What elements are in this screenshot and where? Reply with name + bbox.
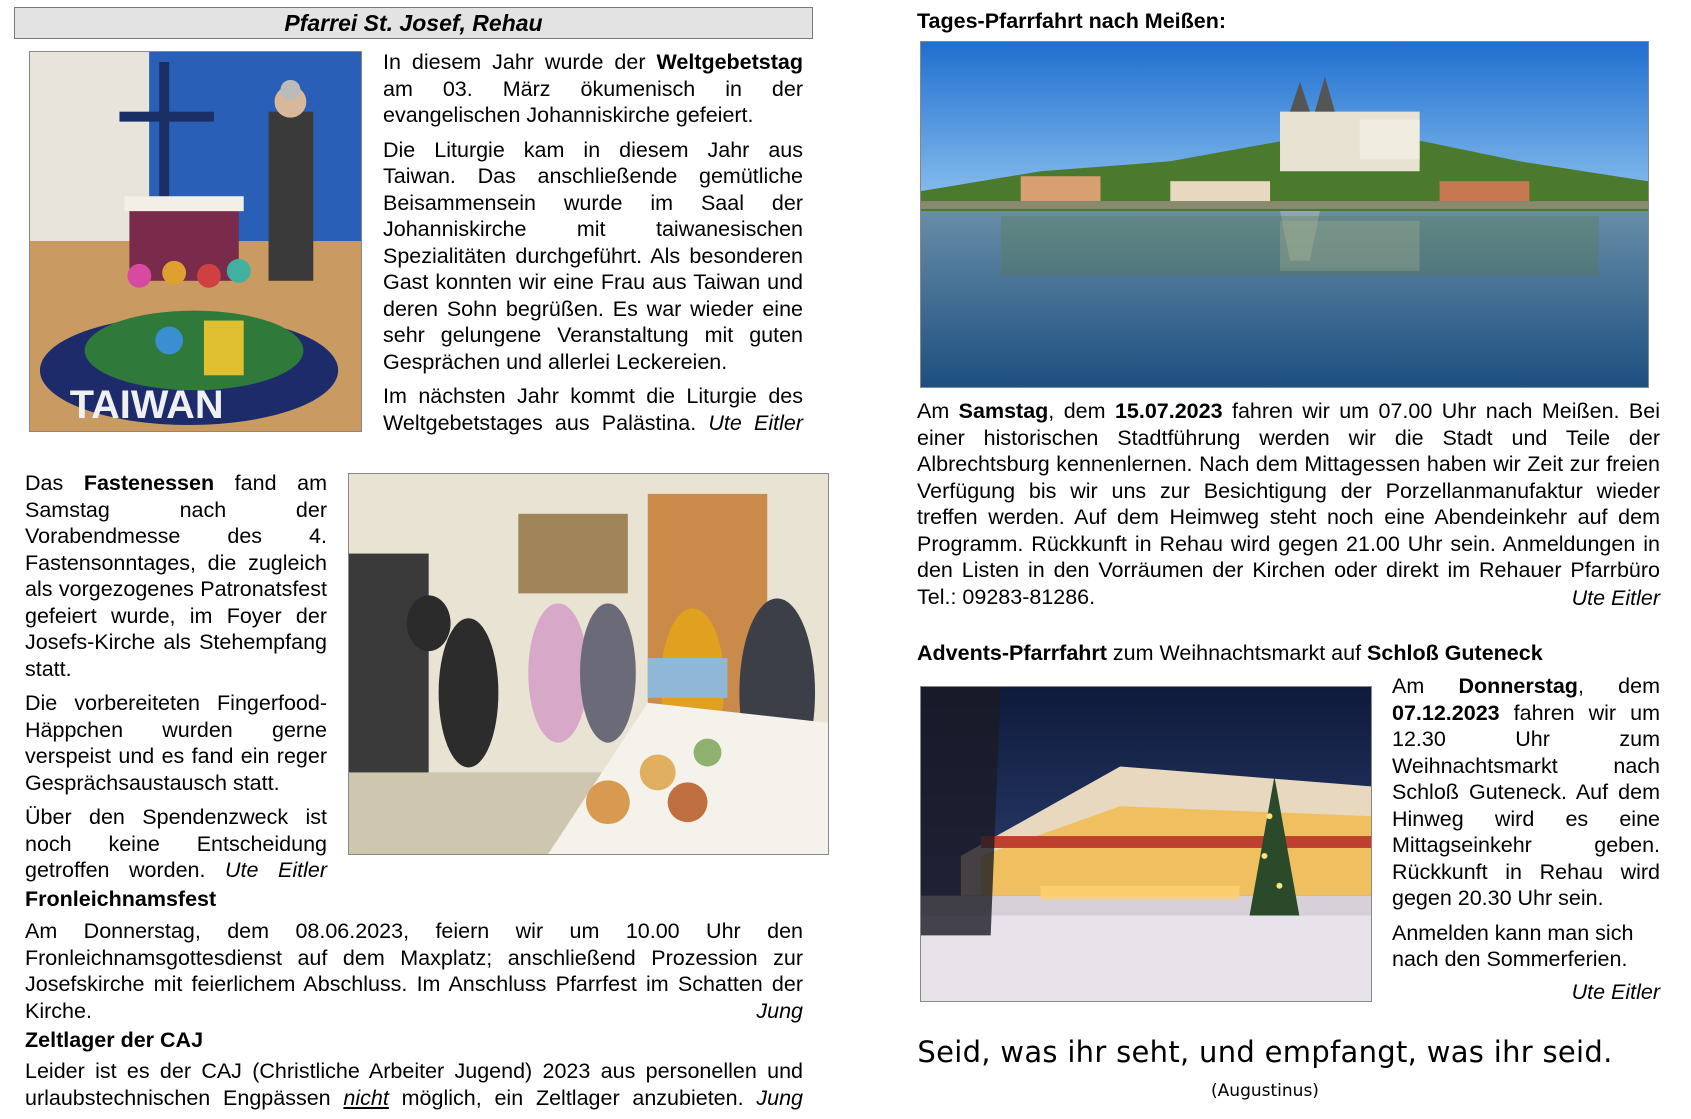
advent-heading [917,640,1543,666]
text: möglich, ein Zeltlager anzubieten. [388,1085,744,1110]
quote-source: (Augustinus) [1211,1081,1319,1101]
author: Jung [756,1085,803,1110]
guteneck-photo [920,686,1372,1002]
weltgebetstag-photo [29,51,362,432]
bold-text: Weltgebetstag [656,50,803,74]
advent-author: Ute Eitler [1571,980,1660,1004]
paragraph: Die Liturgie kam in diesem Jahr aus Taiwan. Das anschließende gemütliche Beisammensein wurde im Saal der Johanniskirche mit taiwanesischen Spezialitäten durchgeführt. Als besonderen Gast konnten wir eine Frau aus Taiwan und deren Sohn begrüßen. Es war wieder eine sehr gelungene Veranstaltung mit guten Gesprächen und allerlei Leckereien. [383,137,803,374]
zeltlager-heading: Zeltlager der CAJ [25,1028,204,1052]
author: Jung [756,998,803,1023]
fastenessen-text [25,470,327,892]
bold-text: Donnerstag [1458,674,1578,698]
meissen-heading: Tages-Pfarrfahrt nach Meißen: [917,9,1227,33]
fronleichnam-text [25,918,803,1032]
text: zum Weihnachtsmarkt auf [1106,641,1368,665]
meissen-author: Ute Eitler [1571,586,1660,610]
text: am 03. März ökumenisch in der evangelischen Johanniskirche gefeiert. [383,76,803,127]
emphasis-text: nicht [343,1085,389,1110]
meissen-photo [920,41,1649,388]
text: In diesem Jahr wurde der [383,50,657,74]
augustinus-quote: Seid, was ihr seht, und empfangt, was ihr seid. [917,1035,1613,1069]
paragraph: Am Donnerstag, dem 08.06.2023, feiern wir um 10.00 Uhr den Fronleichnamsgottesdienst auf dem Maxplatz; anschließend Prozession zur Josefskirche mit feierlichem Abschluss. Im Anschluss Pfarrfest im Schatten der Kirche. [25,919,803,1023]
bold-text: Advents-Pfarrfahrt [917,641,1107,665]
section-header: Pfarrei St. Josef, Rehau [14,7,813,39]
zeltlager-text [25,1058,803,1119]
fronleichnam-heading: Fronleichnamsfest [25,887,217,911]
text: Das [25,471,84,495]
bold-text: 07.12.2023 [1392,700,1500,725]
text: fand am Samstag nach der Vorabendmesse des 4. Fastensonntages, die zugleich als vorgezogenes Patronatsfest gefeiert wurde, im Foyer der Josefs-Kirche als Stehempfang statt. [25,471,327,681]
bold-text: Fastenessen [83,471,215,495]
fastenessen-photo [348,473,829,855]
bold-text: Schloß Guteneck [1367,641,1543,665]
photo-lettering: TAIWAN [69,383,224,428]
text: fahren wir um 12.30 Uhr zum Weihnachtsmarkt nach Schloß Guteneck. Auf dem Hinweg wird es eine Mittagseinkehr geben. Rückkunft in Rehau wird gegen 20.30 Uhr sein. [1392,700,1660,910]
advent-text [1392,673,1660,981]
text: Am [1392,674,1459,698]
text: Am [917,399,959,423]
paragraph: Über den Spendenzweck ist noch keine Entscheidung getroffen worden. [25,805,327,882]
paragraph: Im nächsten Jahr kommt die Liturgie des Weltgebetstages aus Palästina. [383,384,803,435]
bold-text: 15.07.2023 [1114,399,1223,423]
author: Ute Eitler [708,410,804,435]
text: , dem [1577,674,1660,698]
text: Leider ist es der CAJ (Christliche Arbeiter Jugend) 2023 aus personellen und urlaubstechnischen Engpässen [25,1059,803,1110]
text: , dem [1048,399,1115,423]
paragraph: Anmelden kann man sich nach den Sommerferien. [1392,920,1634,971]
bold-text: Samstag [958,399,1049,423]
author: Ute Eitler [225,858,327,882]
paragraph: Die vorbereiteten Fingerfood-Häppchen wurden gerne verspeist und es fand ein reger Gesprächsaustausch statt. [25,691,327,795]
text: fahren wir um 07.00 Uhr nach Meißen. Bei einer historischen Stadtführung werden wir die Stadt und Teile der Albrechtsburg kennenlernen. Nach dem Mittagessen haben wir Zeit zur freien Verfügung bis wir uns zur Besichtigung der Porzellanmanufaktur wieder treffen werden. Auf dem Heimweg steht noch eine Abendeinkehr auf dem Programm. Rückkunft in Rehau wird gegen 21.00 Uhr sein. Anmeldungen in den Listen in den Vorräumen der Kirchen oder direkt im Rehauer Pfarrbüro Tel.: 09283-81286. [917,399,1660,609]
weltgebetstag-text [383,49,803,444]
